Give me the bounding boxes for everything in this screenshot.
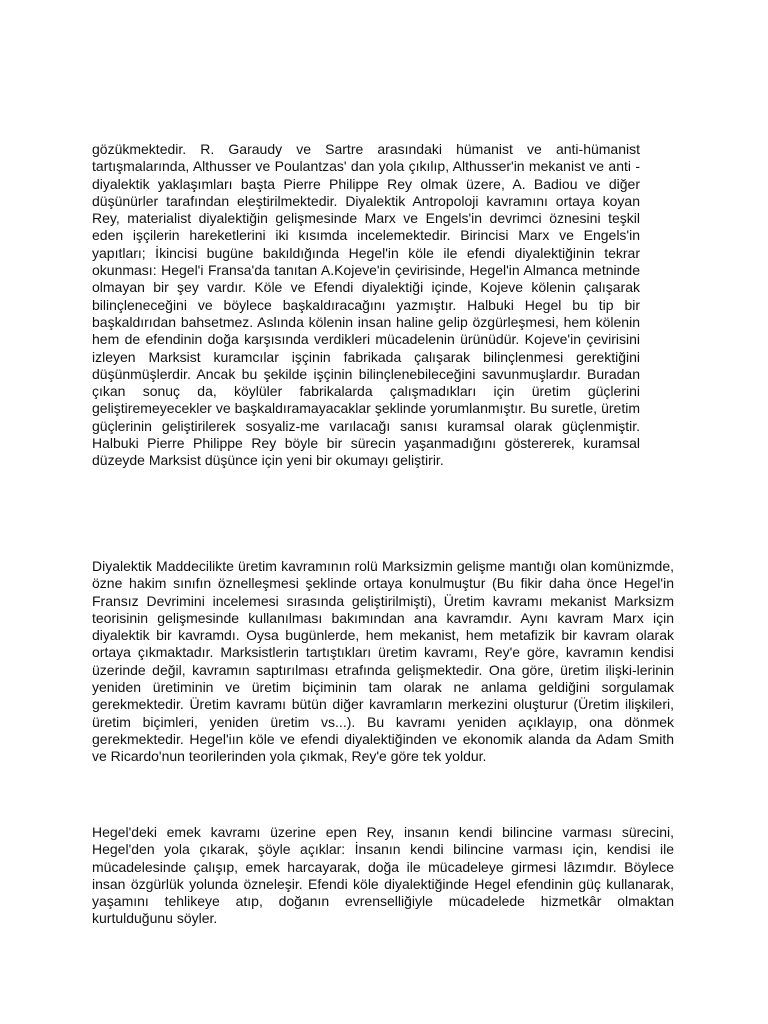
paragraph-3: Hegel'deki emek kavramı üzerine epen Rey, insanın kendi bilincine varması sürecini, Hegel'den yola çıkarak, şöyle açıklar: İnsanın kendi bilincine varması için, kendisi ile mücadelesinde çalışıp, emek harcayarak, doğa ile mücadeleye girmesi lâzımdır. Böylece insan özgürlük yolunda özneleşir. Efendi köle diyalektiğinde Hegel efendinin güç kullanarak, yaşamını tehlikeye atıp, doğanın evrenselliğiyle mücadelede hizmetkâr olmaktan kurtulduğunu söyler. <box>92 824 674 927</box>
paragraph-1: gözükmektedir. R. Garaudy ve Sartre arasındaki hümanist ve anti-hümanist tartışmalarında, Althusser ve Poulantzas' dan yola çıkılıp, Althusser'in mekanist ve anti - diyalektik yaklaşımları başta Pierre Philippe Rey olmak üzere, A. Badiou ve diğer düşünürler tarafından eleştirilmektedir. Diyalektik Antropoloji kavramını ortaya koyan Rey, materialist diyalektiğin gelişmesinde Marx ve Engels'in devrimci öznesini teşkil eden işçilerin hareketlerini iki kısımda incelemektedir. Birincisi Marx ve Engels'in yapıtları; İkincisi bugüne bakıldığında Hegel'in köle ile efendi diyalektiğinin tekrar okunması: Hegel'i Fransa'da tanıtan A.Kojeve'in çevirisinde, Hegel'in Almanca metninde olmayan bir şey vardır. Köle ve Efendi diyalektiği içinde, Kojeve kölenin çalışarak bilinçleneceğini ve böylece başkaldıracağını yazmıştır. Halbuki Hegel bu tip bir başkaldırıdan bahsetmez. Aslında kölenin insan haline gelip özgürleşmesi, hem kölenin hem de efendinin doğa karşısında verdikleri mücadelenin ürünüdür. Kojeve'in çevirisini izleyen Marksist kuramcılar işçinin fabrikada çalışarak bilinçlenmesi gerektiğini düşünmüşlerdir. Ancak bu şekilde işçinin bilinçlenebileceğini savunmuşlardır. Buradan çıkan sonuç da, köylüler fabrikalarda çalışmadıkları için üretim güçlerini geliştiremeyecekler ve başkaldıramayacaklar şeklinde yorumlanmıştır. Bu suretle, üretim güçlerinin geliştirilerek sosyaliz-me varılacağı sanısı kuramsal olarak güçlenmiştir. Halbuki Pierre Philippe Rey böyle bir sürecin yaşanmadığını göstererek, kuramsal düzeyde Marksist düşünce için yeni bir okumayı geliştirir. <box>92 141 640 469</box>
paragraph-2: Diyalektik Maddecilikte üretim kavramının rolü Marksizmin gelişme mantığı olan komünizmde, özne hakim sınıfın öznelleşmesi şeklinde ortaya konulmuştur (Bu fikir daha önce Hegel'in Fransız Devrimini incelemesi sırasında geliştirilmişti), Üretim kavramı mekanist Marksizm teorisinin gelişmesinde kullanılması bakımından ana kavramdır. Aynı kavram Marx için diyalektik bir kavramdı. Oysa bugünlerde, hem mekanist, hem metafizik bir kavram olarak ortaya çıkmaktadır. Marksistlerin tartıştıkları üretim kavramı, Rey'e göre, kavramın kendisi üzerinde değil, kavramın saptırılması etrafında gelişmektedir. Ona göre, üretim ilişki-lerinin yeniden üretiminin ve üretim biçiminin tam olarak ne anlama geldiğini sorgulamak gerekmektedir. Üretim kavramı bütün diğer kavramların merkezini oluşturur (Üretim ilişkileri, üretim biçimleri, yeniden üretim vs...). Bu kavramı yeniden açıklayıp, ona dönmek gerekmektedir. Hegel'iın köle ve efendi diyalektiğinden ve ekonomik alanda da Adam Smith ve Ricardo'nun teorilerinden yola çıkmak, Rey'e göre tek yoldur. <box>92 558 674 765</box>
